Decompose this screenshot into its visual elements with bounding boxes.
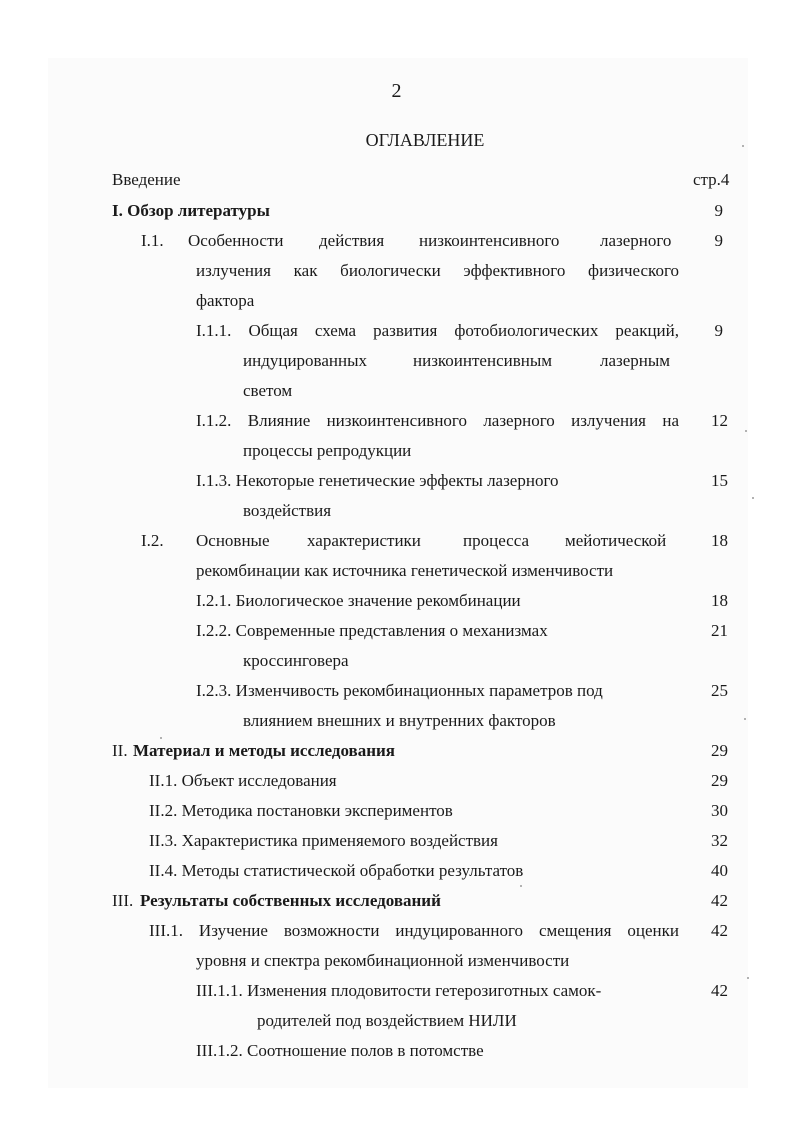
toc-entry-1-1-line3: фактора	[196, 291, 255, 310]
toc-page-s2: 29	[711, 741, 728, 760]
toc-entry-1-2-w1: Основные	[196, 531, 270, 550]
toc-entry-intro: Введение	[112, 170, 181, 189]
toc-section-3-num: III.	[112, 891, 134, 910]
toc-entry-1-2-1: I.2.1. Биологическое значение рекомбинации	[196, 591, 521, 610]
toc-entry-1-1-1-line3: светом	[243, 381, 293, 400]
toc-entry-1-1-1: I.1.1. Общая схема развития фотобиологических реакций,	[196, 321, 679, 340]
toc-page-3-1-1: 42	[711, 981, 728, 1000]
scan-speck	[160, 737, 162, 739]
toc-page-1-1-2: 12	[711, 411, 728, 430]
toc-page-1-1: 9	[714, 231, 723, 250]
toc-entry-2-1: II.1. Объект исследования	[149, 771, 337, 790]
toc-entry-1-2-2-line2: кроссинговера	[243, 651, 349, 670]
toc-page-1-2: 18	[711, 531, 728, 550]
toc-page-1-2-1: 18	[711, 591, 728, 610]
toc-entry-2-4: II.4. Методы статистической обработки результатов	[149, 861, 524, 880]
toc-page-3-1: 42	[711, 921, 728, 940]
toc-entry-3-1: III.1. Изучение возможности индуцированного смещения оценки	[149, 921, 679, 940]
scan-speck	[742, 145, 744, 147]
toc-entry-1-2-3: I.2.3. Изменчивость рекомбинационных параметров под	[196, 681, 603, 700]
toc-entry-1-1-3-line2: воздействия	[243, 501, 332, 520]
toc-page-2-4: 40	[711, 861, 728, 880]
toc-entry-1-1-num: I.1.	[141, 231, 164, 250]
toc-entry-1-2-line2: рекомбинации как источника генетической изменчивости	[196, 561, 614, 580]
scan-speck	[745, 430, 747, 432]
page-number: 2	[391, 80, 402, 102]
toc-entry-1-2-w3: процесса	[463, 531, 530, 550]
toc-section-2: Материал и методы исследования	[133, 741, 396, 760]
scan-speck	[744, 718, 746, 720]
toc-entry-1-1-1-w3: лазерным	[600, 351, 671, 370]
toc-entry-1-2-num: I.2.	[141, 531, 164, 550]
toc-page-2-2: 30	[711, 801, 728, 820]
toc-entry-1-2-3-line2: влиянием внешних и внутренних факторов	[243, 711, 556, 730]
toc-entry-1-1-3: I.1.3. Некоторые генетические эффекты лазерного	[196, 471, 559, 490]
toc-section-1: I. Обзор литературы	[112, 201, 270, 220]
toc-entry-3-1-1-line2: родителей под воздействием НИЛИ	[257, 1011, 517, 1030]
toc-entry-1-1-2: I.1.2. Влияние низкоинтенсивного лазерного излучения на	[196, 411, 679, 430]
toc-page-s3: 42	[711, 891, 728, 910]
toc-entry-1-2-w2: характеристики	[307, 531, 421, 550]
toc-entry-2-3: II.3. Характеристика применяемого воздействия	[149, 831, 498, 850]
toc-entry-1-1-1-w2: низкоинтенсивным	[413, 351, 553, 370]
toc-page-intro: стр.4	[693, 170, 730, 189]
toc-entry-1-2-w4: мейотической	[565, 531, 667, 550]
scan-speck	[520, 885, 522, 887]
toc-entry-1-1-line2: излучения как биологически эффективного физического	[196, 261, 679, 280]
toc-page-1-2-3: 25	[711, 681, 728, 700]
toc-page-2-3: 32	[711, 831, 728, 850]
toc-entry-1-1-w2: действия	[319, 231, 385, 250]
toc-entry-3-1-2: III.1.2. Соотношение полов в потомстве	[196, 1041, 484, 1060]
scan-speck	[752, 497, 754, 499]
toc-page-1-1-1: 9	[714, 321, 723, 340]
toc-entry-1-1-w4: лазерного	[600, 231, 672, 250]
toc-page-1-2-2: 21	[711, 621, 728, 640]
toc-heading: ОГЛАВЛЕНИЕ	[365, 130, 485, 150]
toc-entry-3-1-1: III.1.1. Изменения плодовитости гетерозиготных самок-	[196, 981, 602, 1000]
toc-entry-1-1-w3: низкоинтенсивного	[419, 231, 560, 250]
toc-entry-1-2-2: I.2.2. Современные представления о механизмах	[196, 621, 548, 640]
toc-entry-1-1-w1: Особенности	[188, 231, 284, 250]
toc-entry-1-1-2-line2: процессы репродукции	[243, 441, 412, 460]
toc-entry-2-2: II.2. Методика постановки экспериментов	[149, 801, 453, 820]
toc-page-2-1: 29	[711, 771, 728, 790]
toc-section-3: Результаты собственных исследований	[140, 891, 441, 910]
toc-page-1-1-3: 15	[711, 471, 728, 490]
toc-page-s1: 9	[714, 201, 723, 220]
toc-entry-1-1-1-w1: индуцированных	[243, 351, 368, 370]
scan-speck	[747, 977, 749, 979]
toc-entry-3-1-line2: уровня и спектра рекомбинационной изменчивости	[196, 951, 570, 970]
toc-section-2-num: II.	[112, 741, 128, 760]
